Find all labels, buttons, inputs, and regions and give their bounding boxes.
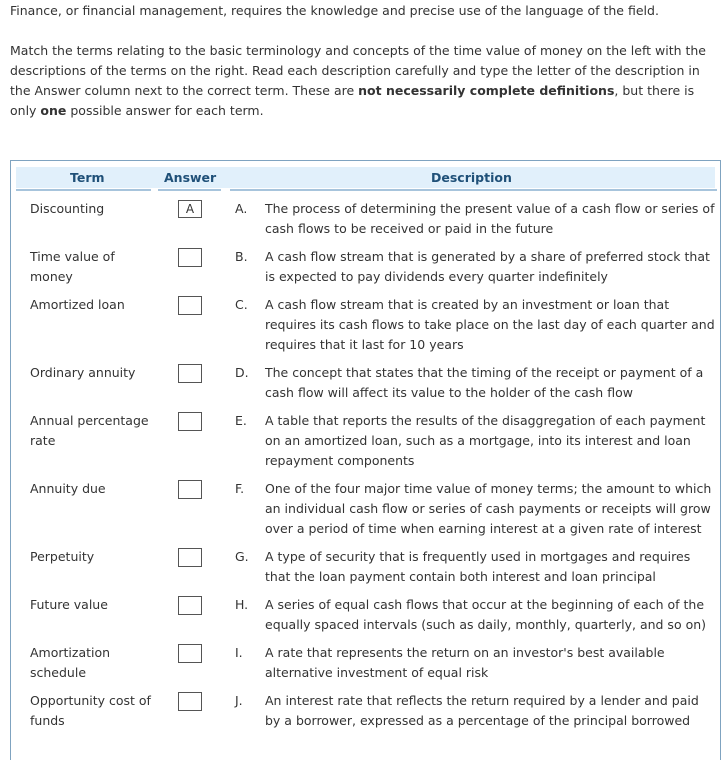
description-letter: H.	[235, 597, 249, 612]
description-letter: F.	[235, 481, 245, 496]
header-divider-answer	[158, 189, 221, 191]
instructions-bold-2: one	[40, 103, 67, 118]
description-letter: I.	[235, 645, 243, 660]
answer-input[interactable]	[178, 692, 202, 711]
header-term: Term	[70, 170, 105, 185]
answer-input[interactable]	[178, 296, 202, 315]
answer-input[interactable]	[178, 364, 202, 383]
term-label: Annuity due	[30, 481, 106, 496]
description-letter: E.	[235, 413, 247, 428]
header-description: Description	[431, 170, 512, 185]
description-letter: G.	[235, 549, 249, 564]
intro-paragraph-2	[10, 41, 716, 121]
description-text: A cash flow stream that is generated by a share of preferred stock that is expected to pay dividends every quarter indefinitely	[265, 249, 710, 284]
description-text: A series of equal cash flows that occur at the beginning of each of the equally spaced intervals (such as daily, monthly, quarterly, and so on)	[265, 597, 707, 632]
answer-input[interactable]	[178, 480, 202, 499]
term-label: Time value of money	[30, 249, 115, 284]
instructions-text-mid: , but there is only	[10, 83, 695, 118]
instructions-text-end: possible answer for each term.	[66, 103, 264, 118]
term-label: Annual percentage rate	[30, 413, 149, 448]
term-label: Amortization schedule	[30, 645, 111, 680]
description-text: The concept that states that the timing of the receipt or payment of a cash flow will affect its value to the holder of the cash flow	[265, 365, 704, 400]
header-answer: Answer	[164, 170, 217, 185]
answer-input[interactable]	[178, 248, 202, 267]
description-text: The process of determining the present value of a cash flow or series of cash flows to be received or paid in the future	[265, 201, 715, 236]
description-text: An interest rate that reflects the return required by a lender and paid by a borrower, expressed as a percentage of the principal borrowed	[265, 693, 699, 728]
description-text: A type of security that is frequently used in mortgages and requires that the loan payment contain both interest and loan principal	[265, 549, 691, 584]
term-label: Discounting	[30, 201, 105, 216]
description-letter: D.	[235, 365, 249, 380]
answer-input[interactable]: A	[178, 200, 202, 218]
description-text: A rate that represents the return on an investor's best available alternative investment of equal risk	[265, 645, 665, 680]
description-text: One of the four major time value of money terms; the amount to which an individual cash flow or series of cash payments or receipts will grow over a period of time when earning interest at a given rate of interest	[265, 481, 712, 536]
description-text: A table that reports the results of the disaggregation of each payment on an amortized loan, such as a mortgage, into its interest and loan repayment components	[265, 413, 706, 468]
description-letter: B.	[235, 249, 248, 264]
description-letter: C.	[235, 297, 248, 312]
header-divider-term	[16, 189, 151, 191]
table-header	[16, 167, 715, 188]
answer-input[interactable]	[178, 596, 202, 615]
instructions-text: Match the terms relating to the basic terminology and concepts of the time value of money on the left with the descriptions of the terms on the right. Read each description carefully and type the letter of the description in the Answer column next to the correct term. These are	[10, 43, 707, 98]
description-letter: J.	[235, 693, 243, 708]
term-label: Future value	[30, 597, 108, 612]
term-label: Amortized loan	[30, 297, 125, 312]
answer-input[interactable]	[178, 412, 202, 431]
term-label: Opportunity cost of funds	[30, 693, 151, 728]
intro-paragraph-1: Finance, or financial management, requires the knowledge and precise use of the language of the field.	[10, 3, 659, 18]
term-label: Ordinary annuity	[30, 365, 136, 380]
term-label: Perpetuity	[30, 549, 95, 564]
description-text: A cash flow stream that is created by an investment or loan that requires its cash flows to take place on the last day of each quarter and requires that it last for 10 years	[265, 297, 715, 352]
answer-input[interactable]	[178, 644, 202, 663]
description-letter: A.	[235, 201, 248, 216]
instructions-bold-1: not necessarily complete definitions	[358, 83, 615, 98]
header-divider-description	[230, 189, 717, 191]
answer-input[interactable]	[178, 548, 202, 567]
matching-table	[10, 160, 721, 760]
